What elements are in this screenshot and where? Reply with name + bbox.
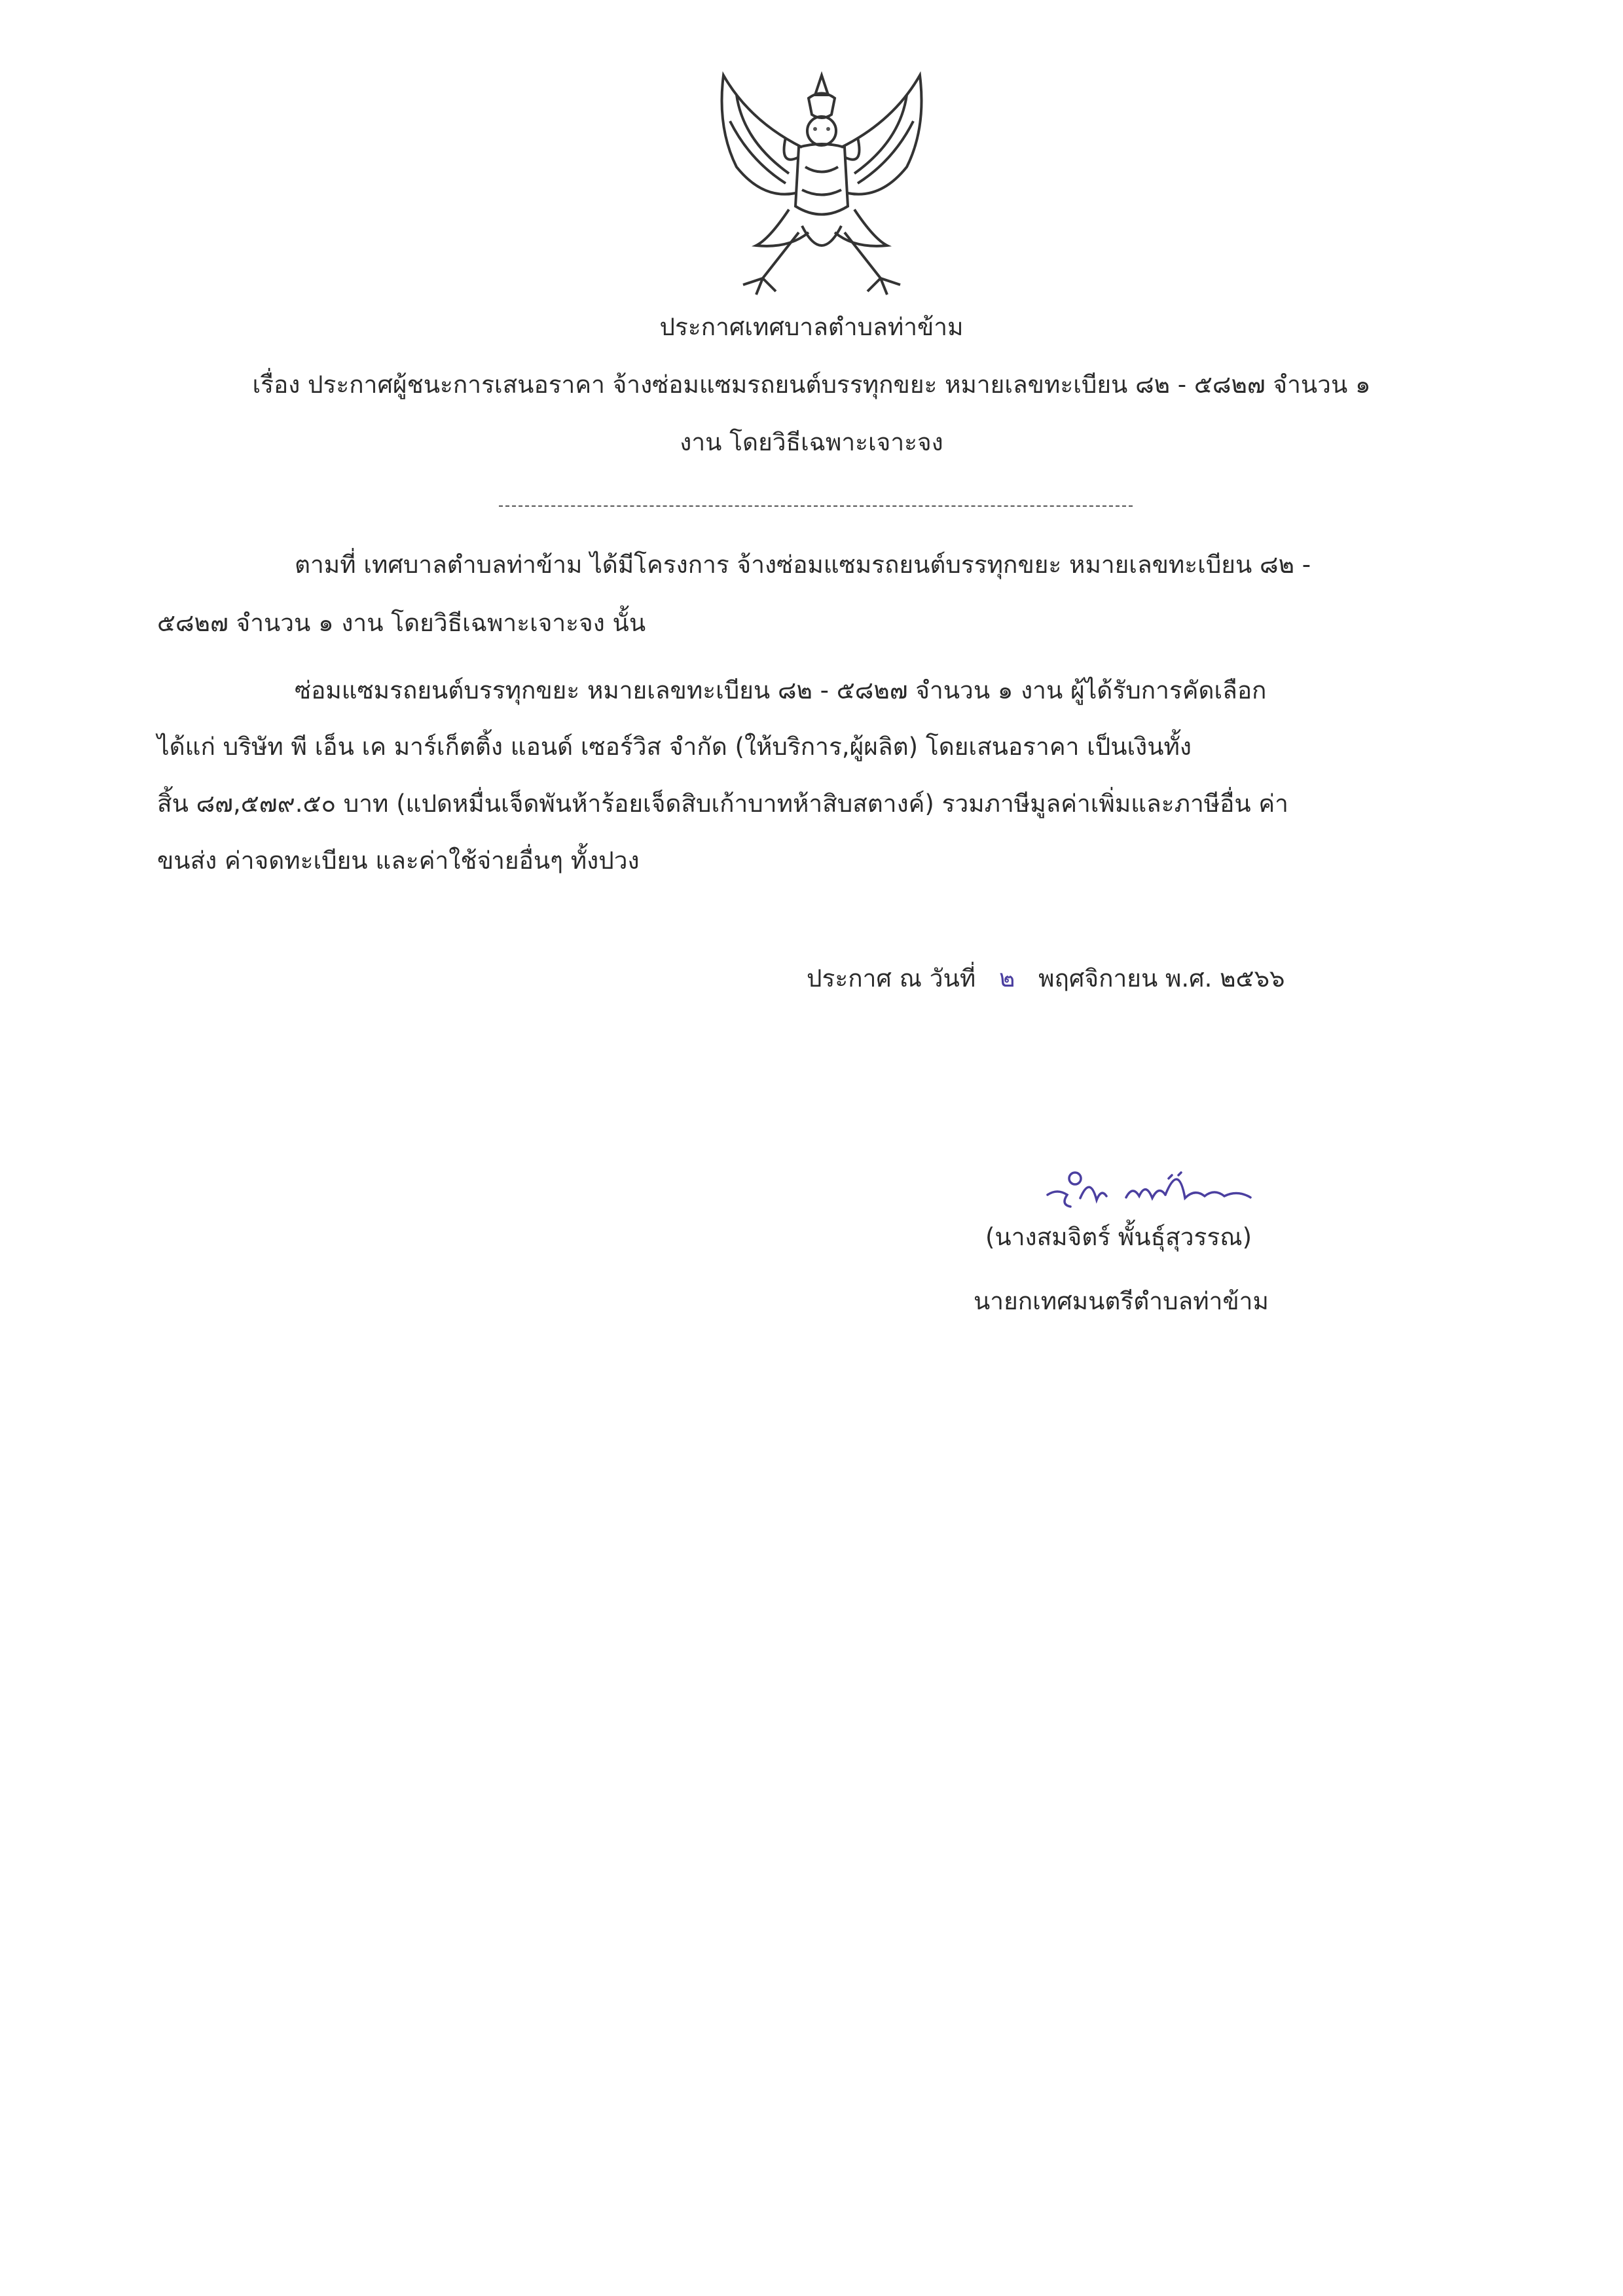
para2-line4: ขนส่ง ค่าจดทะเบียน และค่าใช้จ่ายอื่นๆ ทั้งปวง xyxy=(157,847,640,875)
para2-line3: สิ้น ๘๗,๕๗๙.๕๐ บาท (แปดหมื่นเจ็ดพันห้าร้อยเจ็ดสิบเก้าบาทห้าสิบสตางค์) รวมภาษีมูลค่าเพิ่มและภาษีอื่น ค่า xyxy=(157,790,1288,818)
handwritten-signature xyxy=(1041,1149,1257,1221)
divider xyxy=(499,505,1133,507)
date-prefix: ประกาศ ณ วันที่ xyxy=(807,964,976,993)
date-month-year: พฤศจิกายน พ.ศ. ๒๕๖๖ xyxy=(1038,964,1285,993)
para1-line2: ๕๘๒๗ จำนวน ๑ งาน โดยวิธีเฉพาะเจาะจง นั้น xyxy=(157,609,646,637)
date-day: ๒ xyxy=(998,964,1015,993)
para2-line1: ซ่อมแซมรถยนต์บรรทุกขยะ หมายเลขทะเบียน ๘๒ - ๕๘๒๗ จำนวน ๑ งาน ผู้ได้รับการคัดเลือก xyxy=(295,676,1267,704)
signatory-position: นายกเทศมนตรีตำบลท่าข้าม xyxy=(974,1287,1269,1315)
signatory-name: (นางสมจิตร์ พั้นธุ์สุวรรณ) xyxy=(985,1223,1252,1251)
subject-line-2: งาน โดยวิธีเฉพาะเจาะจง xyxy=(680,428,943,456)
subject-line-1: เรื่อง ประกาศผู้ชนะการเสนอราคา จ้างซ่อมแซมรถยนต์บรรทุกขยะ หมายเลขทะเบียน ๘๒ - ๕๘๒๗ จำนวน ๑ xyxy=(252,371,1371,399)
para1-line1: ตามที่ เทศบาลตำบลท่าข้าม ได้มีโครงการ จ้างซ่อมแซมรถยนต์บรรทุกขยะ หมายเลขทะเบียน ๘๒ - xyxy=(295,551,1311,579)
announcement-date xyxy=(807,959,1285,998)
garuda-emblem-icon xyxy=(710,69,933,301)
announcement-title: ประกาศเทศบาลตำบลท่าข้าม xyxy=(659,313,964,341)
para2-line2: ได้แก่ บริษัท พี เอ็น เค มาร์เก็ตติ้ง แอนด์ เซอร์วิส จำกัด (ให้บริการ,ผู้ผลิต) โดยเสนอราคา เป็นเงินทั้ง xyxy=(157,733,1192,761)
